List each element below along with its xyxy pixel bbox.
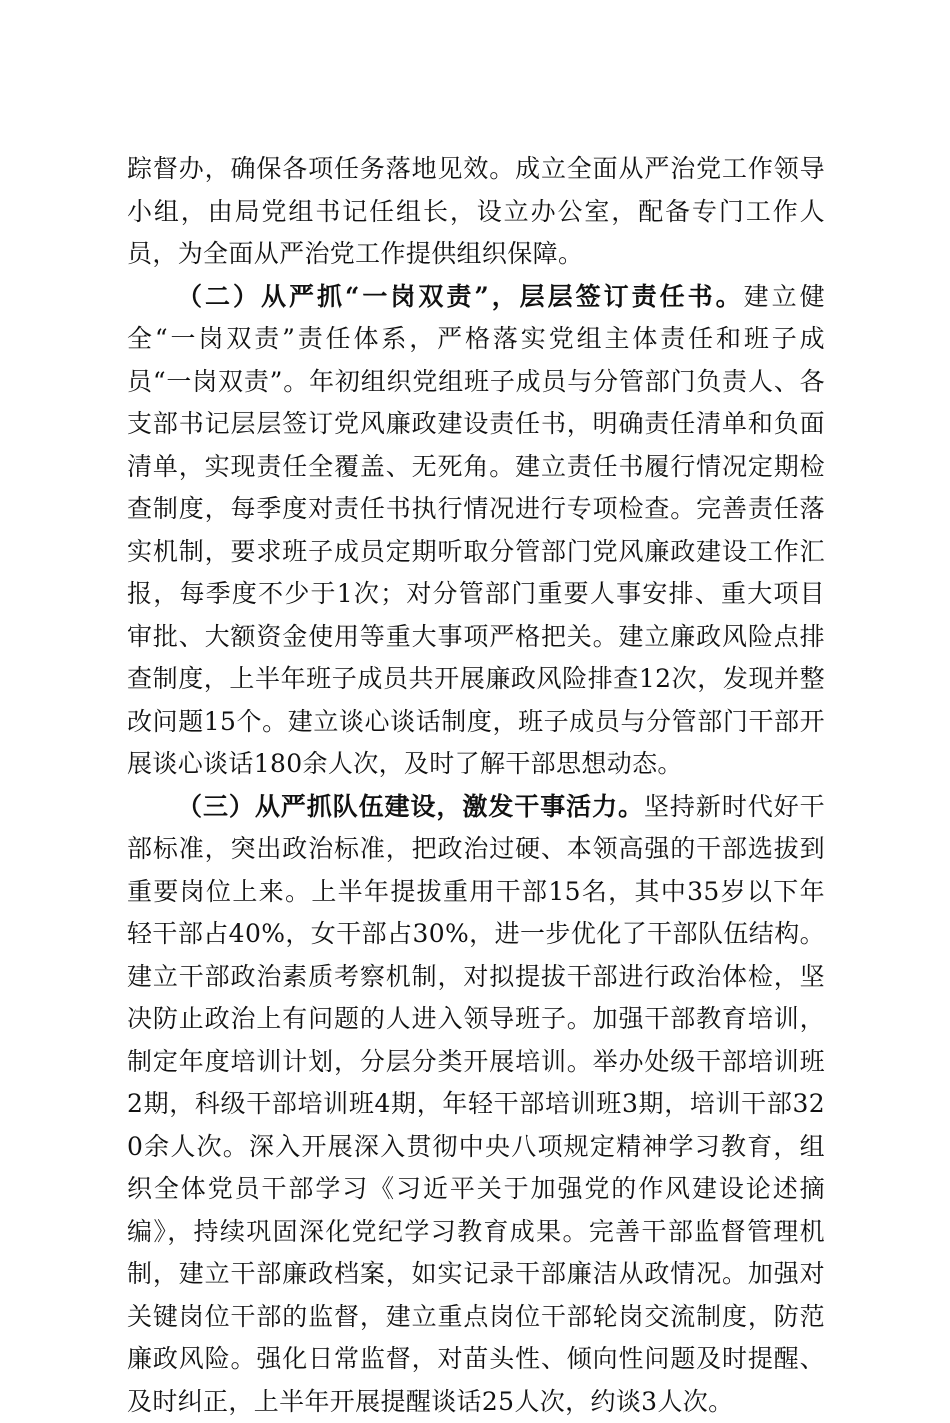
- paragraph-body: 建立健全“一岗双责”责任体系，严格落实党组主体责任和班子成员“一岗双责”。年初组织党组班子成员与分管部门负责人、各支部书记层层签订党风廉政建设责任书，明确责任清单和负面清单，实现责任全覆盖、无死角。建立责任书履行情况定期检查制度，每季度对责任书执行情况进行专项检查。完善责任落实机制，要求班子成员定期听取分管部门党风廉政建设工作汇报，每季度不少于1次；对分管部门重要人事安排、重大项目审批、大额资金使用等重大事项严格把关。建立廉政风险点排查制度，上半年班子成员共开展廉政风险排查12次，发现并整改问题15个。建立谈心谈话制度，班子成员与分管部门干部开展谈心谈话180余人次，及时了解干部思想动态。: [127, 282, 825, 779]
- section-heading: （二）从严抓“一岗双责”，层层签订责任书。: [177, 282, 744, 311]
- paragraph-continuation: [127, 148, 825, 276]
- paragraph-body: 坚持新时代好干部标准，突出政治标准，把政治过硬、本领高强的干部选拔到重要岗位上来。上半年提拔重用干部15名，其中35岁以下年轻干部占40%，女干部占30%，进一步优化了干部队伍结构。建立干部政治素质考察机制，对拟提拔干部进行政治体检，坚决防止政治上有问题的人进入领导班子。加强干部教育培训，制定年度培训计划，分层分类开展培训。举办处级干部培训班2期，科级干部培训班4期，年轻干部培训班3期，培训干部320余人次。深入开展深入贯彻中央八项规定精神学习教育，组织全体党员干部学习《习近平关于加强党的作风建设论述摘编》，持续巩固深化党纪学习教育成果。完善干部监督管理机制，建立干部廉政档案，如实记录干部廉洁从政情况。加强对关键岗位干部的监督，建立重点岗位干部轮岗交流制度，防范廉政风险。强化日常监督，对苗头性、倾向性问题及时提醒、及时纠正，上半年开展提醒谈话25人次，约谈3人次。: [127, 792, 825, 1416]
- paragraph-section-three: [127, 786, 825, 1423]
- document-body: [127, 148, 825, 1423]
- paragraph-body: 踪督办，确保各项任务落地见效。成立全面从严治党工作领导小组，由局党组书记任组长，设立办公室，配备专门工作人员，为全面从严治党工作提供组织保障。: [127, 154, 825, 268]
- section-heading: （三）从严抓队伍建设，激发干事活力。: [177, 792, 644, 821]
- paragraph-section-two: [127, 276, 825, 786]
